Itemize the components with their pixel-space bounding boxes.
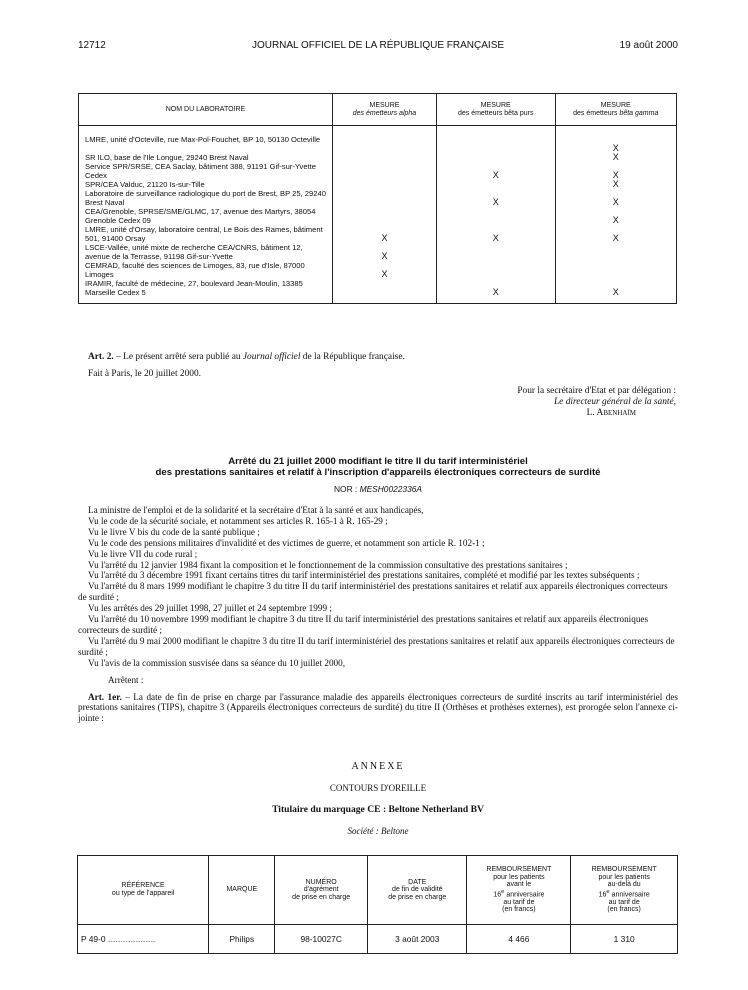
alpha-mark: X [381, 233, 388, 243]
beta-gamma-mark: X [612, 170, 619, 180]
paragraph: La ministre de l'emploi et de la solidarité et la secrétaire d'Etat à la santé et aux handicapés, [88, 505, 424, 515]
marque-cell: Philips [209, 925, 275, 954]
date-header: DATE de fin de validité de prise en charge [368, 856, 467, 925]
beta-purs-mark [437, 207, 555, 225]
paragraph: Vu l'arrêté du 9 mai 2000 modifiant le chapitre 3 du titre II du tarif interministériel des prestations sanitaires et relatif aux appareils électroniques correcteurs de surdité ; [78, 635, 675, 657]
lab-name: Laboratoire de surveillance radiologique du port de Brest, BP 25, 29240 Brest Naval [85, 189, 326, 207]
beta-purs-mark [437, 261, 555, 279]
lab-name: CEA/Grenoble, SPRSE/SME/GLMC, 17, avenue des Martyrs, 38054 Grenoble Cedex 09 [85, 207, 316, 225]
reference-table [77, 855, 678, 954]
alpha-mark [333, 180, 436, 189]
lab-name: IRAMIR, faculté de médecine, 27, boulevard Jean-Moulin, 13385 Marseille Cedex 5 [85, 279, 303, 297]
article-1-lead: Art. 1er. [88, 691, 122, 702]
signatory-name: L. Abenhaïm [586, 408, 636, 418]
page-number: 12712 [78, 40, 106, 51]
annexe-section: CONTOURS D'OREILLE [329, 783, 427, 793]
reference-cell: P 49-0 ............................. [78, 925, 209, 954]
table-row [78, 925, 678, 954]
page-header [78, 40, 678, 54]
paragraph: Vu le livre V bis du code de la santé publique ; [88, 526, 260, 537]
beta-purs-mark [437, 135, 555, 153]
lab-name: SPR/CEA Valduc, 21120 Is-sur-Tille [85, 180, 205, 189]
journal-title: JOURNAL OFFICIEL DE LA RÉPUBLIQUE FRANÇAISE [251, 40, 505, 51]
fait-a-paris: Fait à Paris, le 20 juillet 2000. [88, 369, 202, 379]
lab-names-cell [79, 126, 333, 304]
alpha-mark [333, 207, 436, 225]
paragraph: Vu l'arrêté du 8 mars 1999 modifiant le chapitre 3 du titre II du tarif interministériel des prestations sanitaires et relatif aux appareils électroniques correcteurs de surdité ; [78, 581, 668, 603]
beta-purs-mark [437, 243, 555, 261]
beta-purs-mark: X [492, 233, 499, 243]
beta-gamma-mark: X [612, 287, 619, 297]
numero-header: NUMÉRO d'agrément de prise en charge [275, 856, 368, 925]
nor-label: NOR : [334, 484, 358, 494]
nor-reference [78, 484, 678, 494]
beta-purs-header: MESURE des émetteurs bêta purs [436, 94, 555, 126]
alpha-column [332, 126, 436, 304]
alpha-header: MESURE des émetteurs alpha [332, 94, 436, 126]
article-1: Art. 1er. – La date de fin de prise en charge par l'assurance maladie des appareils électroniques correcteurs de surdité inscrits au tarif interministériel des prestations sanitaires (TIPS), chapitre 3 (Appareils électroniques correcteurs de surdité) du titre II (Orthèses et prothèses externes), est prorogée selon l'annexe ci-jointe : [78, 691, 678, 724]
paragraph: Vu l'arrêté du 12 janvier 1984 fixant la composition et le fonctionnement de la commission consultative des prestations sanitaires ; [88, 559, 568, 570]
arretent: Arrêtent : [108, 674, 144, 685]
beta-gamma-mark [556, 261, 677, 279]
date-cell: 3 août 2003 [368, 925, 467, 954]
avant16-cell: 4 466 [467, 925, 571, 954]
signature-delegation: Pour la secrétaire d'Etat et par délégation : [517, 386, 676, 396]
beta-gamma-mark [556, 243, 677, 261]
lab-name-header: NOM DU LABORATOIRE [79, 94, 333, 126]
beta-gamma-mark: X [612, 143, 619, 153]
beta-gamma-mark: X [612, 197, 619, 207]
paragraph: Vu le code des pensions militaires d'invalidité et des victimes de guerre, et notamment son article R. 102-1 ; [88, 537, 485, 548]
arrete-title-line2: des prestations sanitaires et relatif à l'inscription d'appareils électroniques correcteurs de surdité [155, 467, 601, 478]
beta-purs-mark [437, 180, 555, 189]
paragraph: Vu le livre VII du code rural ; [88, 548, 198, 559]
paragraph: Vu le code de la sécurité sociale, et notamment ses articles R. 165-1 à R. 165-29 ; [88, 515, 388, 526]
beta-purs-mark: X [492, 287, 499, 297]
beta-gamma-mark: X [612, 179, 619, 189]
beta-purs-mark [437, 153, 555, 162]
lab-name: LMRE, unité d'Orsay, laboratoire central, Le Bois des Rames, bâtiment 501, 91400 Orsay [85, 225, 323, 243]
remboursement-avant-header: REMBOURSEMENT pour les patients avant le 16e anniversaire au tarif de (en francs) [467, 856, 571, 925]
article-2: Art. 2. – Le présent arrêté sera publié au Journal officiel de la République française. [88, 352, 405, 362]
alpha-mark [333, 153, 436, 162]
marque-header: MARQUE [209, 856, 275, 925]
table-row [79, 126, 677, 304]
journal-officiel-ref: Journal officiel [242, 352, 301, 362]
lab-name: SR ILO, base de l'Ile Longue, 29240 Brest Naval [85, 153, 249, 162]
beta-gamma-mark: X [612, 233, 619, 243]
numero-cell: 98-10027C [275, 925, 368, 954]
laboratory-table [78, 93, 677, 304]
reference-header: RÉFÉRENCE ou type de l'appareil [78, 856, 209, 925]
remboursement-apres-header: REMBOURSEMENT pour les patients au-delà du 16e anniversaire au tarif de (en francs) [571, 856, 678, 925]
lab-name: Service SPR/SRSE, CEA Saclay, bâtiment 388, 91191 Gif-sur-Yvette Cedex [85, 162, 317, 180]
beta-gamma-header: MESURE des émetteurs bêta gamma [555, 94, 677, 126]
beta-gamma-mark: X [612, 215, 619, 225]
alpha-mark [333, 279, 436, 297]
lab-name: LMRE, unité d'Octeville, rue Max-Pol-Fouchet, BP 10, 50130 Octeville [85, 135, 321, 144]
paragraph: Vu les arrêtés des 29 juillet 1998, 27 juillet et 24 septembre 1999 ; [88, 603, 332, 614]
alpha-mark [333, 189, 436, 207]
arrete-body [78, 505, 678, 724]
arrete-title-line1: Arrêté du 21 juillet 2000 modifiant le titre II du tarif interministériel [228, 456, 528, 467]
alpha-mark [333, 162, 436, 180]
beta-purs-mark: X [492, 197, 499, 207]
alpha-mark: X [381, 251, 388, 261]
lab-name: LSCE-Vallée, unité mixte de recherche CEA/CNRS, bâtiment 12, avenue de la Terrasse, 91198 Gif-sur-Yvette [85, 243, 303, 261]
apres16-cell: 1 310 [571, 925, 678, 954]
titulaire: Titulaire du marquage CE : Beltone Netherland BV [272, 804, 484, 815]
alpha-mark: X [381, 269, 388, 279]
paragraph: Vu l'avis de la commission susvisée dans sa séance du 10 juillet 2000, [88, 657, 346, 668]
paragraph: Vu l'arrêté du 10 novembre 1999 modifiant le chapitre 3 du titre II du tarif interministériel des prestations sanitaires et relatif aux appareils électroniques correcteurs de surdité ; [78, 614, 649, 635]
societe: Société : Beltone [347, 826, 409, 836]
article-2-lead: Art. 2. [88, 352, 114, 362]
lab-name: CEMRAD, faculté des sciences de Limoges, 83, rue d'Isle, 87000 Limoges [85, 261, 305, 279]
arrete-title [78, 456, 678, 478]
signature-block [517, 386, 676, 419]
beta-gamma-mark: X [612, 152, 619, 162]
beta-purs-mark: X [492, 170, 499, 180]
beta-gamma-column [555, 126, 677, 304]
annexe-title: ANNEXE [351, 761, 405, 772]
publication-date: 19 août 2000 [619, 40, 678, 51]
signature-title: Le directeur général de la santé, [553, 397, 676, 407]
beta-purs-column [436, 126, 555, 304]
alpha-mark [333, 135, 436, 153]
nor-code: MESH0022336A [359, 484, 422, 494]
paragraph: Vu l'arrêté du 3 décembre 1991 fixant certains titres du tarif interministériel des prestations sanitaires, complété et modifié par les textes subséquents ; [88, 570, 640, 581]
